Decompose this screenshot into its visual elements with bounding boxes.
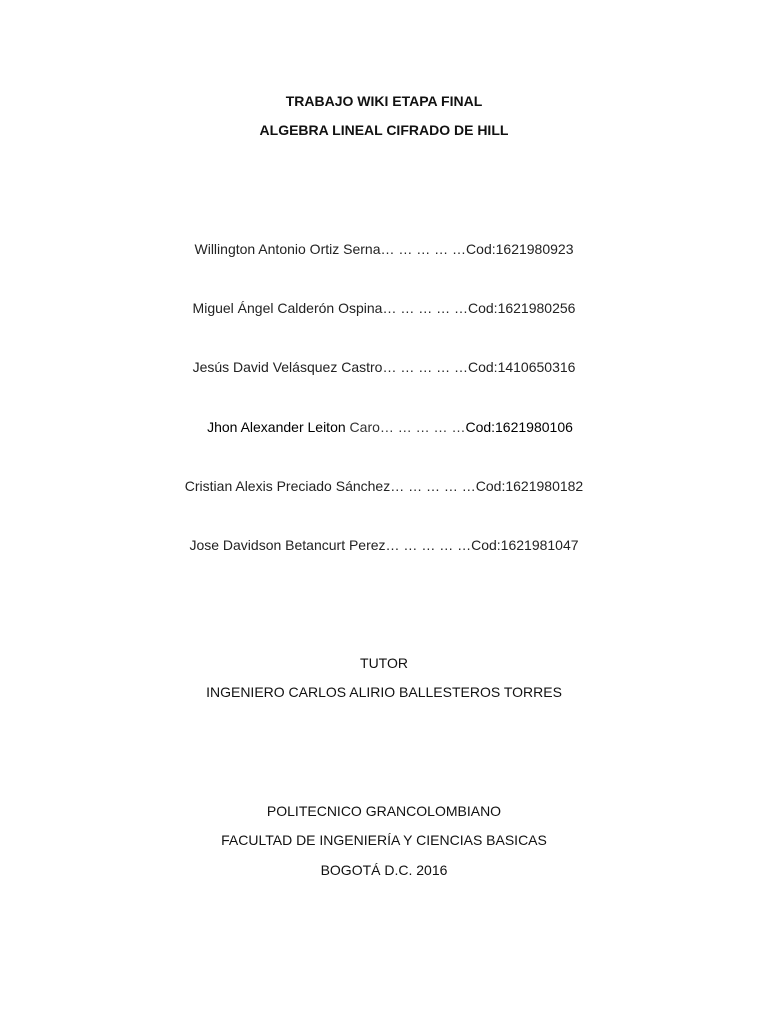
author-name: Miguel Ángel Calderón Ospina — [192, 300, 383, 316]
tutor-name: INGENIERO CARLOS ALIRIO BALLESTEROS TORRES — [206, 684, 562, 700]
author-line — [0, 299, 768, 317]
author-name: Jose Davidson Betancurt Perez — [189, 537, 386, 553]
document-subtitle: ALGEBRA LINEAL CIFRADO DE HILL — [259, 122, 509, 138]
author-code: Cod:1621980923 — [466, 241, 574, 257]
author-code: Cod:1621980182 — [475, 478, 584, 494]
author-line — [0, 536, 768, 554]
institution-name: POLITECNICO GRANCOLOMBIANO — [266, 803, 502, 819]
author-line — [0, 418, 768, 436]
author-line — [0, 477, 768, 495]
author-name: Willington Antonio Ortiz Serna — [194, 241, 381, 257]
author-line — [0, 358, 768, 376]
author-name: Jhon Alexander Leiton — [207, 419, 346, 435]
author-name: Jesús David Velásquez Castro — [192, 359, 383, 375]
author-code: Cod:1410650316 — [468, 359, 576, 375]
place-year: BOGOTÁ D.C. 2016 — [320, 862, 448, 878]
author-dots: … … … … … — [390, 478, 476, 494]
document-title: TRABAJO WIKI ETAPA FINAL — [285, 93, 483, 109]
author-dots: … … … … … — [382, 359, 468, 375]
author-code: Cod:1621980106 — [465, 419, 573, 435]
author-name-surname: Caro — [345, 419, 380, 435]
tutor-label: TUTOR — [360, 655, 408, 671]
author-code: Cod:1621981047 — [471, 537, 579, 553]
faculty-name: FACULTAD DE INGENIERÍA Y CIENCIAS BASICAS — [221, 832, 547, 848]
author-dots: … … … … … — [382, 300, 468, 316]
author-dots: … … … … … — [385, 537, 472, 553]
author-dots: … … … … … — [379, 419, 466, 435]
author-code: Cod:1621980256 — [468, 300, 576, 316]
author-name: Cristian Alexis Preciado Sánchez — [184, 478, 391, 494]
author-dots: … … … … … — [380, 241, 467, 257]
author-line — [0, 240, 768, 258]
